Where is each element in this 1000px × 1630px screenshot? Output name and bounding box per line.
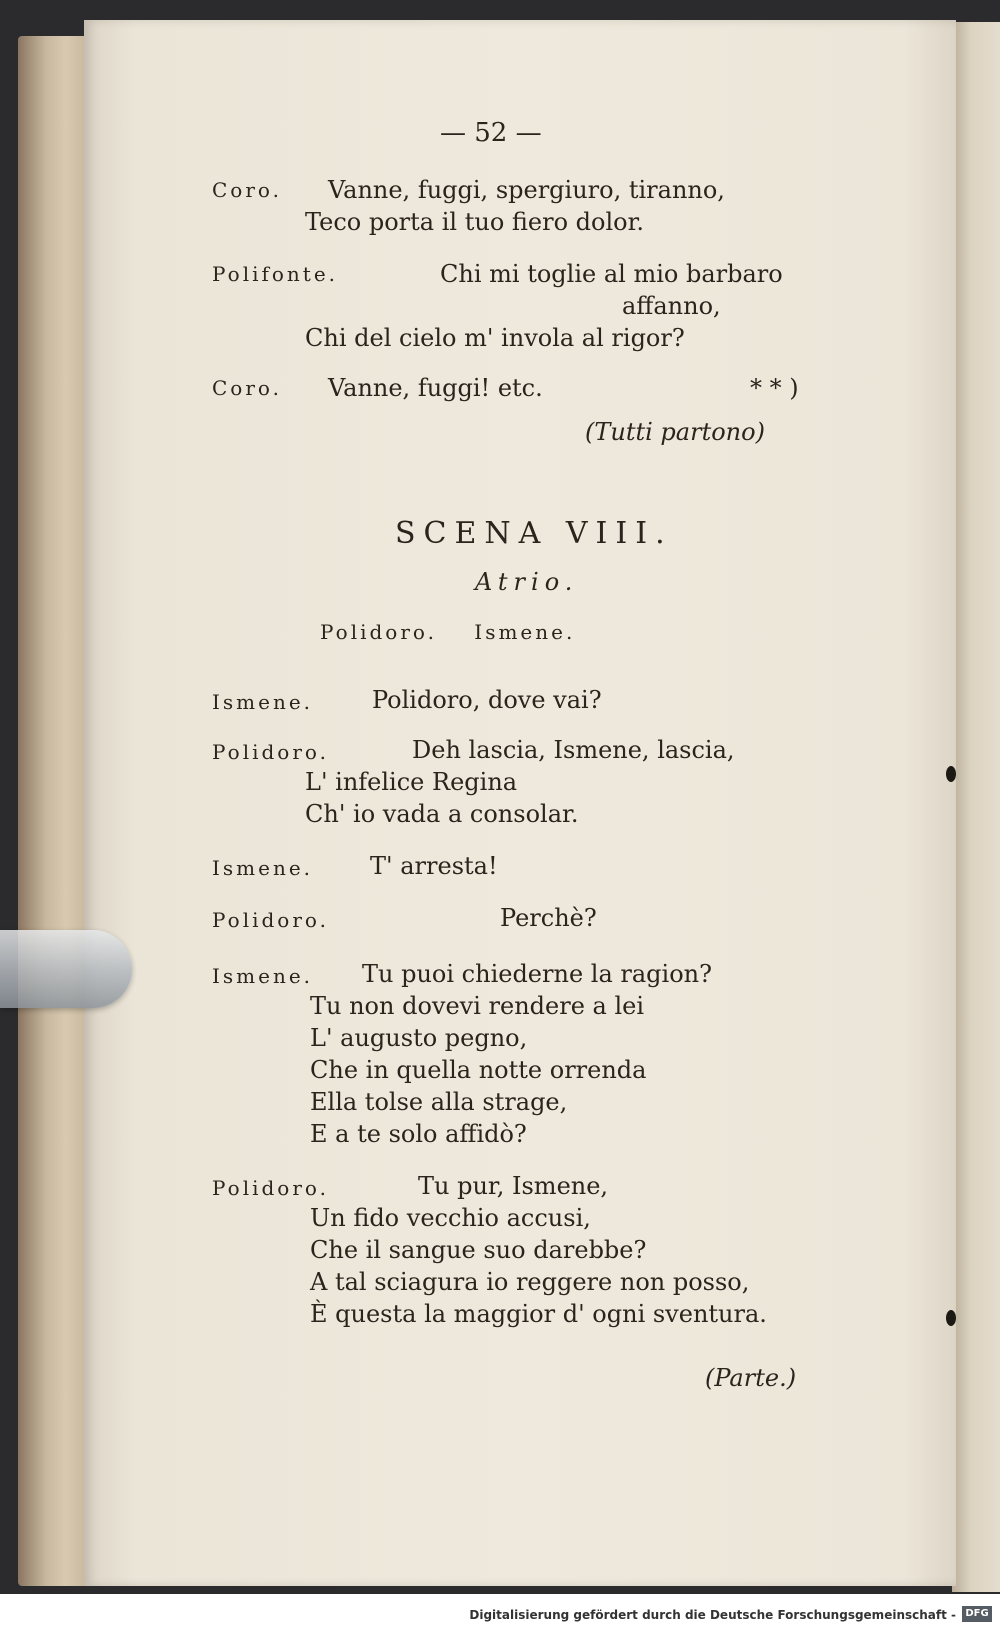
footer-credit: Digitalisierung gefördert durch die Deutsche Forschungsgemeinschaft - [469, 1608, 956, 1622]
verse-line: affanno, [622, 292, 721, 320]
verse-line: Polidoro, dove vai? [372, 686, 602, 714]
verse-line: Tu puoi chiederne la ragion? [362, 960, 712, 988]
speaker-label: Polidoro. [212, 740, 329, 764]
verse-line: Teco porta il tuo fiero dolor. [305, 208, 645, 236]
verse-line: Vanne, fuggi! etc. [328, 374, 543, 402]
speaker-label: Ismene. [212, 964, 314, 988]
verse-line: Ella tolse alla strage, [310, 1088, 568, 1116]
dfg-logo: DFG [962, 1606, 992, 1622]
speaker-label: Ismene. [212, 690, 314, 714]
verse-line: Tu non dovevi rendere a lei [310, 992, 645, 1020]
page-number: — 52 — [440, 118, 542, 148]
verse-line: Che in quella notte orrenda [310, 1056, 647, 1084]
page-clip [0, 930, 132, 1008]
show-through-text [844, 190, 964, 1340]
verse-line: Chi del cielo m' invola al rigor? [305, 324, 685, 352]
scene-setting: Atrio. [475, 568, 579, 596]
verse-line: L' augusto pegno, [310, 1024, 528, 1052]
verse-line: Deh lascia, Ismene, lascia, [412, 736, 735, 764]
verse-line: Perchè? [500, 904, 597, 932]
scene-characters: Polidoro. Ismene. [320, 620, 576, 644]
speaker-label: Coro. [212, 178, 282, 202]
verse-line: E a te solo affidò? [310, 1120, 527, 1148]
verse-line: L' infelice Regina [305, 768, 518, 796]
verse-line: Che il sangue suo darebbe? [310, 1236, 647, 1264]
verse-line: Vanne, fuggi, spergiuro, tiranno, [328, 176, 725, 204]
footer-bar [0, 1594, 1000, 1630]
footnote-mark: * * ) [750, 374, 799, 402]
verse-line: T' arresta! [370, 852, 498, 880]
stage-direction: (Tutti partono) [585, 418, 765, 446]
verse-line: A tal sciagura io reggere non posso, [310, 1268, 750, 1296]
verse-line: È questa la maggior d' ogni sventura. [310, 1300, 767, 1328]
verse-line: Chi mi toglie al mio barbaro [440, 260, 783, 288]
verse-line: Tu pur, Ismene, [418, 1172, 609, 1200]
speaker-label: Ismene. [212, 856, 314, 880]
binding-hole [946, 766, 956, 782]
speaker-label: Polidoro. [212, 908, 329, 932]
speaker-label: Coro. [212, 376, 282, 400]
binding-hole [946, 1310, 956, 1326]
scene-title: SCENA VIII. [395, 516, 673, 551]
speaker-label: Polifonte. [212, 262, 339, 286]
speaker-label: Polidoro. [212, 1176, 329, 1200]
verse-line: Ch' io vada a consolar. [305, 800, 579, 828]
stage-direction: (Parte.) [705, 1364, 797, 1392]
verse-line: Un fido vecchio accusi, [310, 1204, 591, 1232]
